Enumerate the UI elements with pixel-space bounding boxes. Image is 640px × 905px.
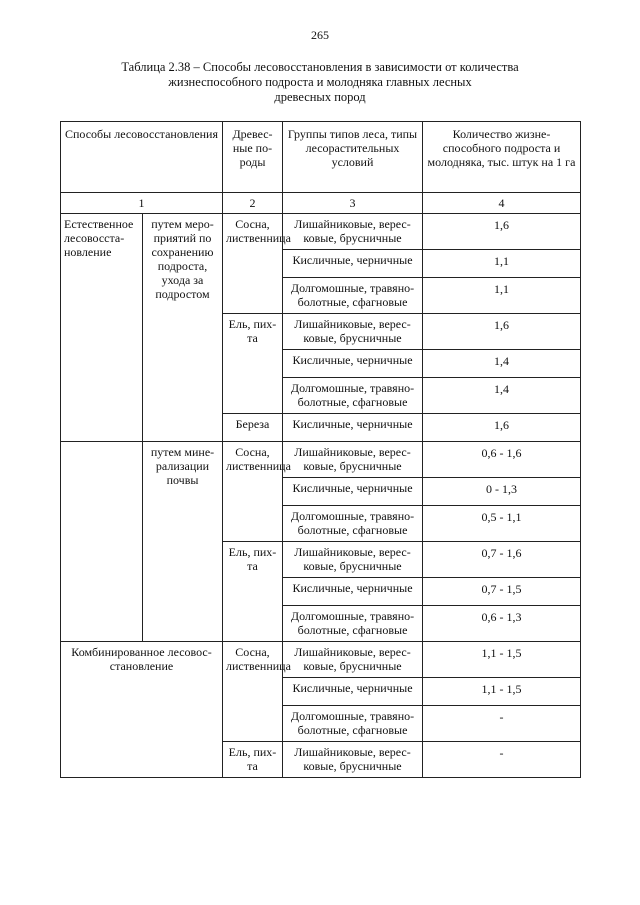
method-natural-mineralization-spacer [61, 442, 143, 642]
group-sorrel: Кисличные, черничные [283, 478, 423, 506]
quantity-value: 0,6 - 1,3 [423, 606, 581, 642]
caption-line: древесных пород [274, 90, 366, 104]
group-lichen: Лишайниковые, верес-ковые, брусничные [283, 742, 423, 778]
column-number: 2 [223, 193, 283, 214]
table-caption [80, 60, 560, 105]
column-number: 1 [61, 193, 223, 214]
group-lichen: Лишайниковые, верес-ковые, брусничные [283, 642, 423, 678]
header-groups: Группы типов леса, типы лесорастительных условий [283, 122, 423, 193]
group-lichen: Лишайниковые, верес-ковые, брусничные [283, 214, 423, 250]
reforestation-table [60, 121, 581, 778]
quantity-value: 1,1 [423, 278, 581, 314]
species-spruce-fir: Ель, пих-та [223, 542, 283, 642]
quantity-value: 0,5 - 1,1 [423, 506, 581, 542]
species-pine-larch: Сосна, лиственница [223, 442, 283, 542]
quantity-value: 0,6 - 1,6 [423, 442, 581, 478]
group-moss: Долгомошные, травяно-болотные, сфагновые [283, 606, 423, 642]
group-sorrel: Кисличные, черничные [283, 250, 423, 278]
table-row [61, 642, 581, 678]
quantity-value: 1,1 - 1,5 [423, 642, 581, 678]
quantity-value: 0 - 1,3 [423, 478, 581, 506]
group-sorrel: Кисличные, черничные [283, 678, 423, 706]
quantity-value: 0,7 - 1,5 [423, 578, 581, 606]
quantity-value: 1,6 [423, 314, 581, 350]
quantity-value: 1,4 [423, 350, 581, 378]
species-birch: Береза [223, 414, 283, 442]
quantity-value: 1,4 [423, 378, 581, 414]
table-header-row [61, 122, 581, 193]
group-lichen: Лишайниковые, верес-ковые, брусничные [283, 314, 423, 350]
method-natural-mineralization: путем мине-рализации почвы [143, 442, 223, 642]
column-number-row [61, 193, 581, 214]
group-moss: Долгомошные, травяно-болотные, сфагновые [283, 506, 423, 542]
group-sorrel: Кисличные, черничные [283, 350, 423, 378]
table-row [61, 442, 581, 478]
caption-line: жизнеспособного подроста и молодняка главных лесных [168, 75, 472, 89]
group-sorrel: Кисличные, черничные [283, 578, 423, 606]
species-pine-larch: Сосна, лиственница [223, 642, 283, 742]
species-spruce-fir: Ель, пих-та [223, 742, 283, 778]
caption-line: Таблица 2.38 – Способы лесовосстановления в зависимости от количества [121, 60, 519, 74]
species-spruce-fir: Ель, пих-та [223, 314, 283, 414]
quantity-value: 0,7 - 1,6 [423, 542, 581, 578]
quantity-value: - [423, 742, 581, 778]
header-methods: Способы лесовосстановления [61, 122, 223, 193]
header-species: Древес-ные по-роды [223, 122, 283, 193]
table-row [61, 214, 581, 250]
column-number: 4 [423, 193, 581, 214]
header-quantity: Количество жизне-способного подроста и молодняка, тыс. штук на 1 га [423, 122, 581, 193]
method-natural-preservation: путем меро-приятий по сохранению подроста, ухода за подростом [143, 214, 223, 442]
group-moss: Долгомошные, травяно-болотные, сфагновые [283, 278, 423, 314]
quantity-value: 1,1 - 1,5 [423, 678, 581, 706]
method-combined: Комбинированное лесовос-становление [61, 642, 223, 778]
species-pine-larch: Сосна, лиственница [223, 214, 283, 314]
group-moss: Долгомошные, травяно-болотные, сфагновые [283, 706, 423, 742]
quantity-value: 1,6 [423, 414, 581, 442]
quantity-value: - [423, 706, 581, 742]
group-moss: Долгомошные, травяно-болотные, сфагновые [283, 378, 423, 414]
group-lichen: Лишайниковые, верес-ковые, брусничные [283, 442, 423, 478]
group-lichen: Лишайниковые, верес-ковые, брусничные [283, 542, 423, 578]
method-natural: Естественное лесовосста-новление [61, 214, 143, 442]
column-number: 3 [283, 193, 423, 214]
group-sorrel: Кисличные, черничные [283, 414, 423, 442]
quantity-value: 1,6 [423, 214, 581, 250]
quantity-value: 1,1 [423, 250, 581, 278]
page-number: 265 [311, 28, 329, 42]
